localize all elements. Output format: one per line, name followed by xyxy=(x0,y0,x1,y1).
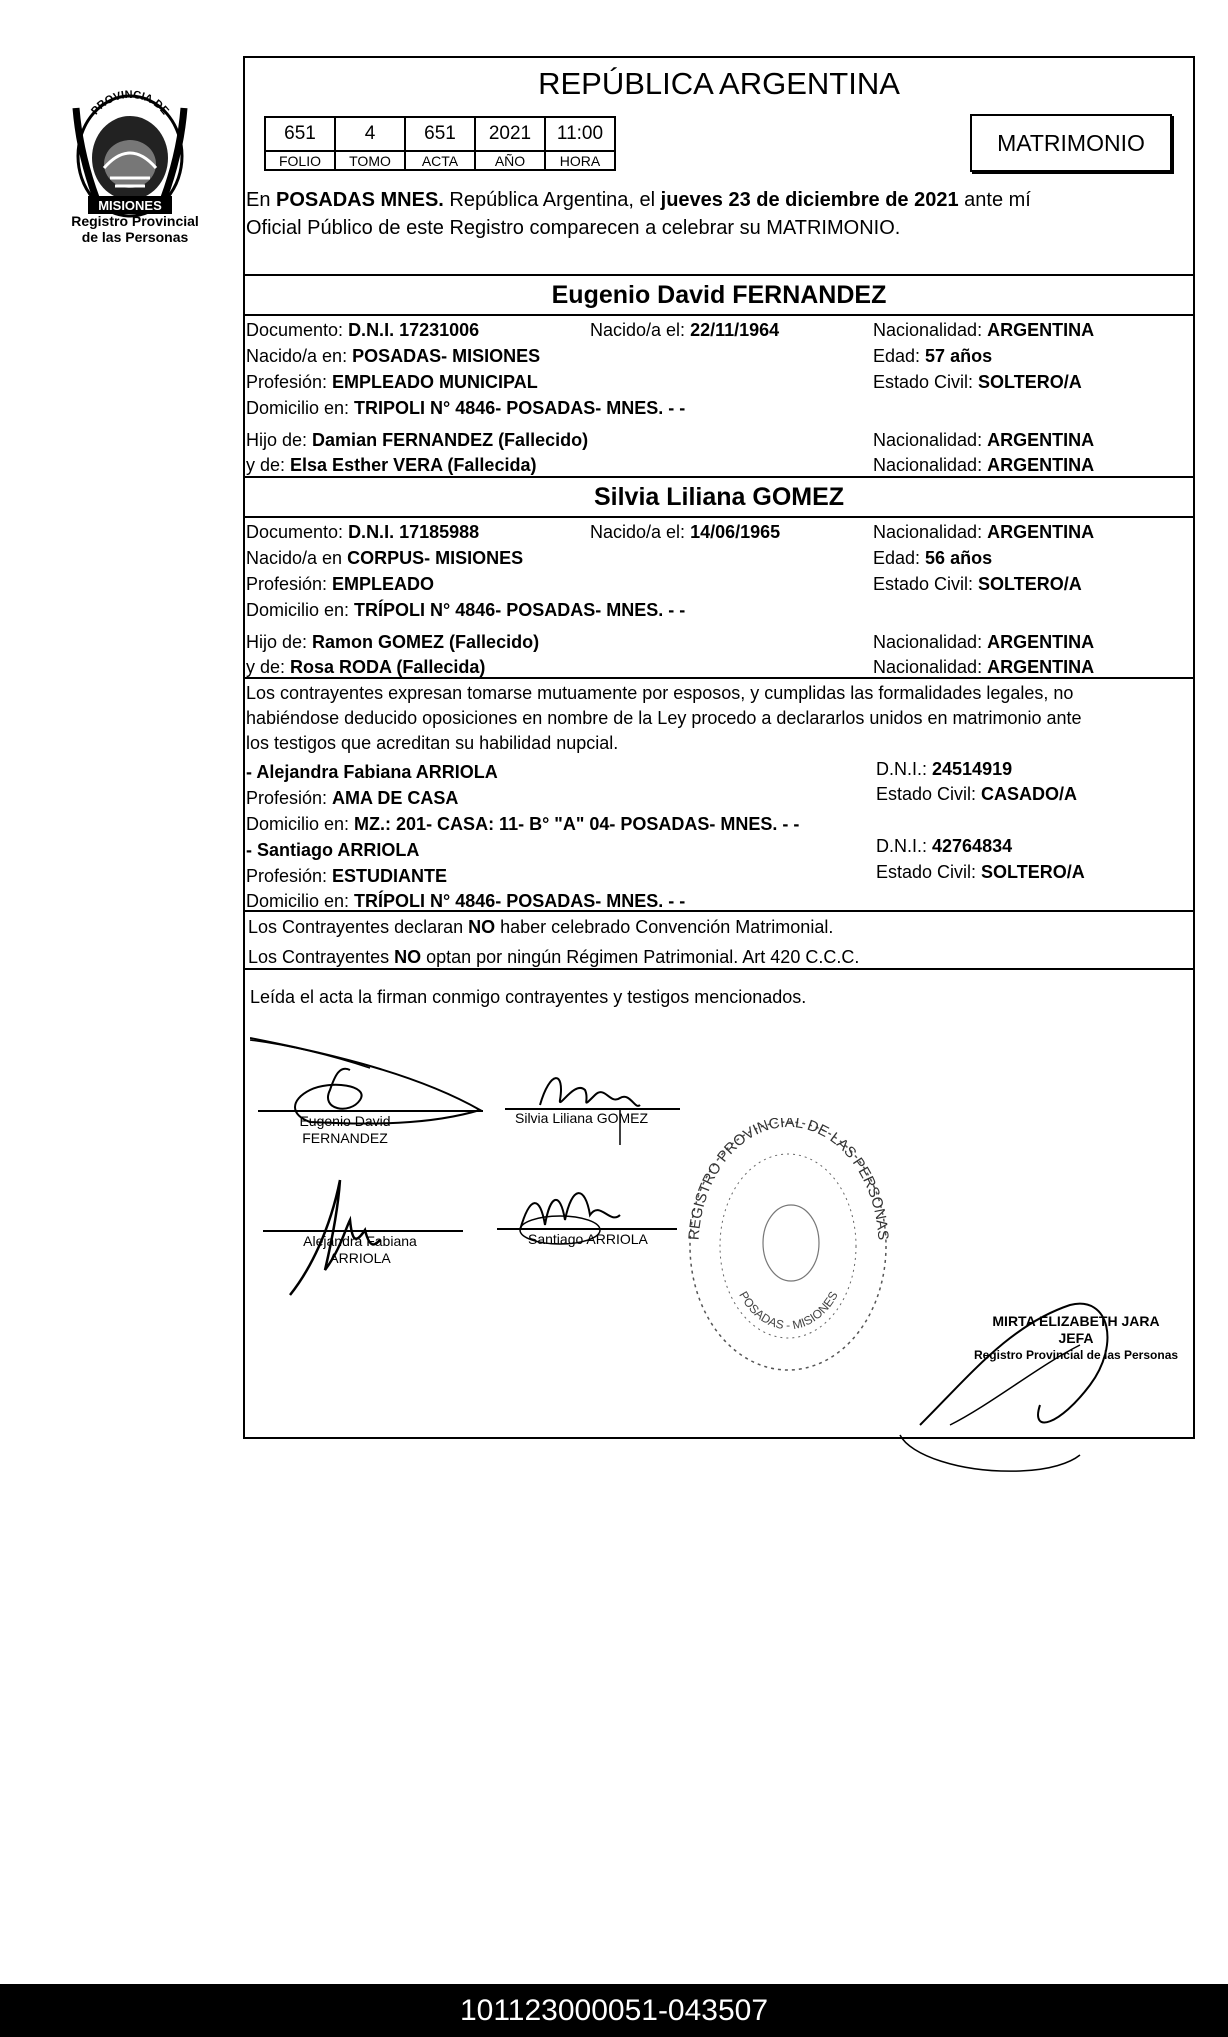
year-label: AÑO xyxy=(475,151,545,170)
seal-outer-text: REGISTRO PROVINCIAL DE LAS PERSONAS xyxy=(686,1118,891,1241)
tomo-value: 4 xyxy=(335,117,405,151)
acta-value: 651 xyxy=(405,117,475,151)
witness2-dni: D.N.I.: 42764834 xyxy=(876,836,1013,856)
witness1-address: Domicilio en: MZ.: 201- CASA: 11- B° "A" 04- POSADAS- MNES. - - xyxy=(246,814,800,834)
declaration-line2: habiéndose deducido oposiciones en nombre de la Ley procedo a declararlos unidos en matrimonio ante xyxy=(246,708,1082,728)
folio-value: 651 xyxy=(265,117,335,151)
act-type-box: MATRIMONIO xyxy=(970,114,1172,172)
witness1-dni: D.N.I.: 24514919 xyxy=(876,759,1013,779)
declaration-line3: los testigos que acreditan su habilidad nupcial. xyxy=(246,733,619,753)
divider xyxy=(243,516,1195,518)
spouse1-document: Documento: D.N.I. 17231006 xyxy=(246,320,480,340)
witness1-signature-line xyxy=(263,1230,463,1232)
logo-caption-line2: de las Personas xyxy=(81,229,189,245)
spouse2-name: Silvia Liliana GOMEZ xyxy=(593,483,845,511)
spouse2-nationality: Nacionalidad: ARGENTINA xyxy=(873,522,1095,542)
witness1-profession: Profesión: AMA DE CASA xyxy=(246,788,459,808)
svg-text:REGISTRO PROVINCIAL DE LAS PER xyxy=(686,1118,891,1241)
witness1-name: - Alejandra Fabiana ARRIOLA xyxy=(246,762,498,782)
closing-statement: Leída el acta la firman conmigo contrayentes y testigos mencionados. xyxy=(250,987,807,1007)
logo-caption xyxy=(55,213,215,245)
divider xyxy=(243,274,1195,276)
spouse1-civil-status: Estado Civil: SOLTERO/A xyxy=(873,372,1082,392)
spouse2-birth-date: Nacido/a el: 14/06/1965 xyxy=(590,522,781,542)
divider xyxy=(243,314,1195,316)
witness2-address: Domicilio en: TRÍPOLI N° 4846- POSADAS- MNES. - - xyxy=(246,891,686,911)
spouse2-birthplace: Nacido/a en CORPUS- MISIONES xyxy=(246,548,524,568)
spouse2-civil-status: Estado Civil: SOLTERO/A xyxy=(873,574,1082,594)
spouse1-address: Domicilio en: TRIPOLI N° 4846- POSADAS- MNES. - - xyxy=(246,398,686,418)
spouse2-age: Edad: 56 años xyxy=(873,548,993,568)
spouse2-address: Domicilio en: TRÍPOLI N° 4846- POSADAS- MNES. - - xyxy=(246,600,686,620)
witness2-signature-label: Santiago ARRIOLA xyxy=(528,1231,648,1247)
tomo-label: TOMO xyxy=(335,151,405,170)
spouse2-father: Hijo de: Ramon GOMEZ (Fallecido) xyxy=(246,632,540,652)
officer-name: MIRTA ELIZABETH JARA xyxy=(992,1313,1160,1329)
officer-organization: Registro Provincial de las Personas xyxy=(973,1348,1179,1362)
spouse2-mother: y de: Rosa RODA (Fallecida) xyxy=(246,657,486,677)
declaration-paragraph xyxy=(246,681,1192,756)
spouse2-signature-label: Silvia Liliana GOMEZ xyxy=(515,1110,649,1126)
spouse1-birthplace: Nacido/a en: POSADAS- MISIONES xyxy=(246,346,541,366)
spouse2-father-nationality: Nacionalidad: ARGENTINA xyxy=(873,632,1095,652)
spouse1-name: Eugenio David FERNANDEZ xyxy=(551,281,887,309)
declaration-line1: Los contrayentes expresan tomarse mutuamente por esposos, y cumplidas las formalidades legales, no xyxy=(246,683,1074,703)
spouse2-document: Documento: D.N.I. 17185988 xyxy=(246,522,480,542)
spouse2-profession: Profesión: EMPLEADO xyxy=(246,574,435,594)
registry-data-table xyxy=(264,116,616,171)
witness2-civil-status: Estado Civil: SOLTERO/A xyxy=(876,862,1085,882)
logo-caption-line1: Registro Provincial xyxy=(71,213,199,229)
spouse1-mother-nationality: Nacionalidad: ARGENTINA xyxy=(873,455,1095,475)
spouse1-father-nationality: Nacionalidad: ARGENTINA xyxy=(873,430,1095,450)
witness1-civil-status: Estado Civil: CASADO/A xyxy=(876,784,1078,804)
acta-label: ACTA xyxy=(405,151,475,170)
spouse1-birth-date: Nacido/a el: 22/11/1964 xyxy=(590,320,780,340)
country-title: REPÚBLICA ARGENTINA xyxy=(538,66,900,101)
spouse2-mother-nationality: Nacionalidad: ARGENTINA xyxy=(873,657,1095,677)
spouse1-signature-label: Eugenio David FERNANDEZ xyxy=(299,1113,391,1146)
document-code-footer: 101123000051-043507 xyxy=(0,1984,1228,2037)
logo-arc-top: PROVINCIA DE xyxy=(89,88,171,118)
logo-ribbon-text: MISIONES xyxy=(98,198,162,213)
spouse1-age: Edad: 57 años xyxy=(873,346,993,366)
spouse1-nationality: Nacionalidad: ARGENTINA xyxy=(873,320,1095,340)
witness1-signature-label: Alejandra Fabiana ARRIOLA xyxy=(303,1233,417,1266)
folio-label: FOLIO xyxy=(265,151,335,170)
year-value: 2021 xyxy=(475,117,545,151)
svg-text:POSADAS - MISIONES xyxy=(736,1289,840,1332)
convention-line2: Los Contrayentes NO optan por ningún Régimen Patrimonial. Art 420 C.C.C. xyxy=(248,947,860,967)
officer-role: JEFA xyxy=(1058,1330,1094,1346)
intro-line1: En POSADAS MNES. República Argentina, el jueves 23 de diciembre de 2021 ante mí xyxy=(246,189,1031,211)
spouse1-father: Hijo de: Damian FERNANDEZ (Fallecido) xyxy=(246,430,589,450)
intro-line2: Oficial Público de este Registro comparecen a celebrar su MATRIMONIO. xyxy=(246,217,901,239)
hour-value: 11:00 xyxy=(545,117,615,151)
spouse1-profession: Profesión: EMPLEADO MUNICIPAL xyxy=(246,372,538,392)
witness2-name: - Santiago ARRIOLA xyxy=(246,840,420,860)
convention-line1: Los Contrayentes declaran NO haber celebrado Convención Matrimonial. xyxy=(248,917,834,937)
witness2-profession: Profesión: ESTUDIANTE xyxy=(246,866,448,886)
official-seal-stamp xyxy=(686,1118,891,1373)
intro-paragraph xyxy=(246,186,1191,242)
hour-label: HORA xyxy=(545,151,615,170)
seal-inner-text: POSADAS - MISIONES xyxy=(736,1288,841,1333)
spouse1-signature-line xyxy=(258,1110,483,1112)
officer-stamp xyxy=(966,1313,1186,1364)
spouse2-signature-scribble xyxy=(520,1050,680,1150)
spouse1-mother: y de: Elsa Esther VERA (Fallecida) xyxy=(246,455,537,475)
witness2-signature-line xyxy=(497,1228,677,1230)
